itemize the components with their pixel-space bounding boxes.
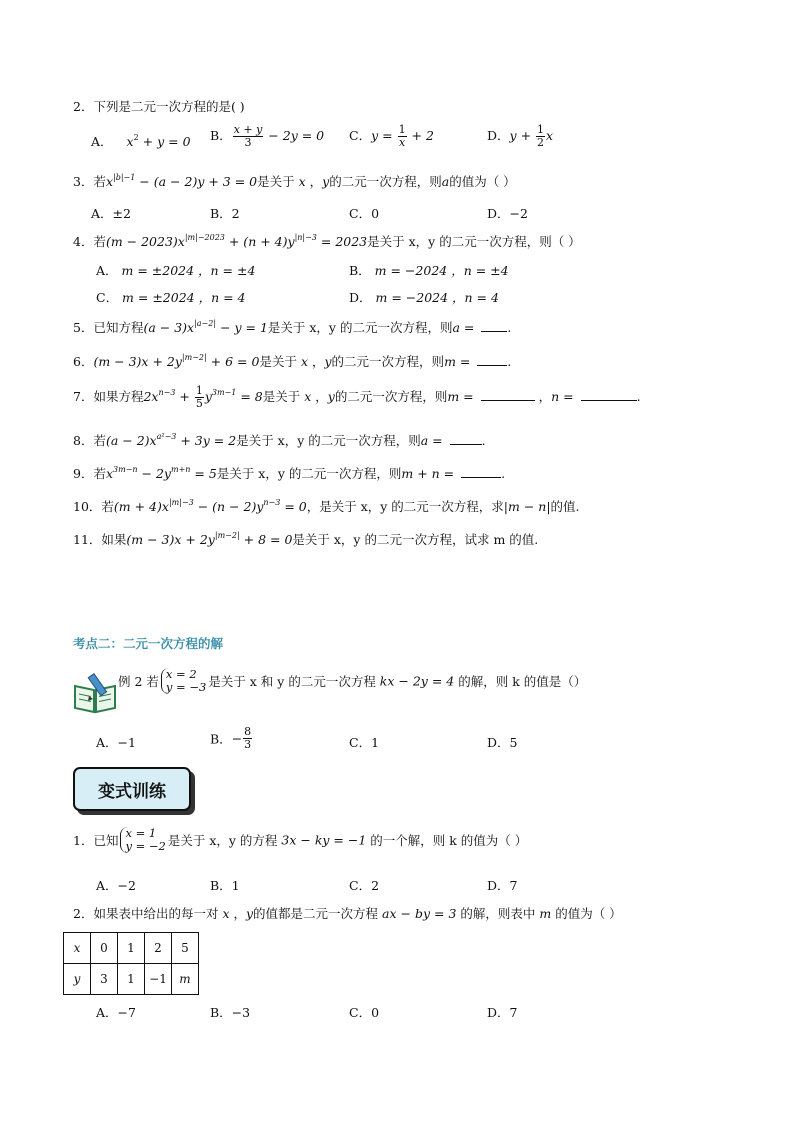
example-2-option-d[interactable]: D．5 [487, 735, 518, 750]
question-2-option-b[interactable]: B． $\frac{x + y}{3}$ − 2y = 0 [210, 123, 325, 149]
practice-1-option-c[interactable]: C．2 [349, 878, 380, 893]
option-label: C． [349, 128, 372, 143]
answer-blank[interactable] [461, 465, 501, 478]
question-2-option-a[interactable]: A． $x^2 + y = 0$ [91, 133, 191, 149]
question-4-option-d[interactable]: D． m = −2024 ，n = 4 [349, 290, 499, 305]
practice-2-option-c[interactable]: C．0 [349, 1005, 380, 1020]
question-9: 9．若$x^{3m-n} - 2y^{m+n} = 5$是关于 x，y 的二元一次方程，则m + n = . [73, 465, 506, 481]
question-11: 11．如果$(m - 3)x + 2y^{|m-2|} + 8 = 0$是关于 x，y 的二元一次方程，试求 m 的值. [73, 531, 539, 547]
practice-1: 1．已知 x = 1 y = −2 是关于 x，y 的方程 3x − ky = −1 的一个解，则 k 的值为（ ） [73, 826, 528, 853]
question-3-option-d[interactable]: D．−2 [487, 206, 528, 221]
answer-blank[interactable] [481, 319, 507, 332]
table-cell: 0 [91, 933, 118, 964]
example-2: 例 2 若 x = 2 y = −3 是关于 x 和 y 的二元一次方程 kx − 2y = 4 的解，则 k 的值是（） [118, 667, 587, 694]
table-cell: y [64, 964, 91, 995]
practice-2-option-a[interactable]: A．−7 [96, 1005, 136, 1020]
answer-blank-n[interactable] [581, 388, 637, 401]
section-title: 考点二：二元一次方程的解 [73, 636, 224, 651]
question-3-stem: 3．若$x^{|b|-1} - (a - 2)y + 3 = 0$是关于 x ，y的二元一次方程，则a的值为（ ） [73, 173, 516, 189]
question-2-option-c[interactable]: C．y = $\frac{1}{x}$ + 2 [349, 123, 434, 149]
question-5: 5．已知方程$(a - 3)x^{|a-2|} - y = 1$是关于 x，y 的二元一次方程，则a = . [73, 319, 512, 335]
practice-1-option-a[interactable]: A．−2 [96, 878, 136, 893]
question-4-option-b[interactable]: B． m = −2024 ，n = ±4 [349, 263, 509, 278]
question-2-option-d[interactable]: D．y + $\frac{1}{2}$ x [487, 123, 554, 149]
question-8: 8．若$(a - 2)x^{a^2-3} + 3y = 2$是关于 x，y 的二元一次方程，则a = . [73, 432, 486, 448]
option-label: A． [91, 134, 113, 149]
table-row [64, 964, 199, 995]
table-cell: m [172, 964, 199, 995]
question-2-stem: 2．下列是二元一次方程的是( ) [73, 99, 245, 114]
banner-label: 变式训练 [73, 767, 191, 811]
table-cell: 1 [118, 964, 145, 995]
practice-1-option-d[interactable]: D．7 [487, 878, 518, 893]
answer-blank[interactable] [477, 353, 507, 366]
question-4-stem: 4．若$(m - 2023)x^{|m|-2023} + (n + 4)y^{|n|-3} = 2023$是关于 x，y 的二元一次方程，则（ ） [73, 233, 581, 249]
table-cell: x [64, 933, 91, 964]
practice-2-option-d[interactable]: D．7 [487, 1005, 518, 1020]
question-3-option-b[interactable]: B．2 [210, 206, 240, 221]
question-3-option-a[interactable]: A．±2 [91, 206, 131, 221]
value-table [63, 932, 199, 995]
question-6: 6．$(m - 3)x + 2y^{|m-2|} + 6 = 0$是关于 x ，y的二元一次方程，则m = . [73, 353, 512, 369]
practice-2-option-b[interactable]: B．−3 [210, 1005, 251, 1020]
option-label: B． [210, 128, 232, 143]
answer-blank[interactable] [450, 432, 482, 445]
question-4-option-a[interactable]: A． m = ±2024 ，n = ±4 [96, 263, 256, 278]
option-label: D． [487, 128, 510, 143]
question-10: 10．若$(m + 4)x^{|m|-3} - (n - 2)y^{n-3} = 0$，是关于 x，y 的二元一次方程，求|m − n|的值. [73, 498, 580, 514]
table-cell: 2 [145, 933, 172, 964]
question-3-option-c[interactable]: C．0 [349, 206, 380, 221]
table-cell: 5 [172, 933, 199, 964]
table-cell: −1 [145, 964, 172, 995]
example-2-option-c[interactable]: C．1 [349, 735, 380, 750]
example-2-option-a[interactable]: A．−1 [96, 735, 136, 750]
table-cell: 3 [91, 964, 118, 995]
practice-2-stem: 2．如果表中给出的每一对 x ，y的值都是二元一次方程 ax − by = 3 的解，则表中 m 的值为（ ） [73, 906, 622, 921]
question-7: 7．如果方程$2x^{n-3}$ + $\frac{1}{5}$ $y^{3m-1} = 8$是关于 x ，y的二元一次方程，则m = ，n = . [73, 384, 641, 410]
table-row [64, 933, 199, 964]
book-pencil-icon [72, 672, 118, 714]
table-cell: 1 [118, 933, 145, 964]
practice-banner [73, 767, 195, 815]
example-2-option-b[interactable]: B．− $\frac{8}{3}$ [210, 725, 252, 751]
answer-blank-m[interactable] [481, 388, 535, 401]
practice-1-option-b[interactable]: B．1 [210, 878, 240, 893]
question-4-option-c[interactable]: C． m = ±2024 ，n = 4 [96, 290, 246, 305]
